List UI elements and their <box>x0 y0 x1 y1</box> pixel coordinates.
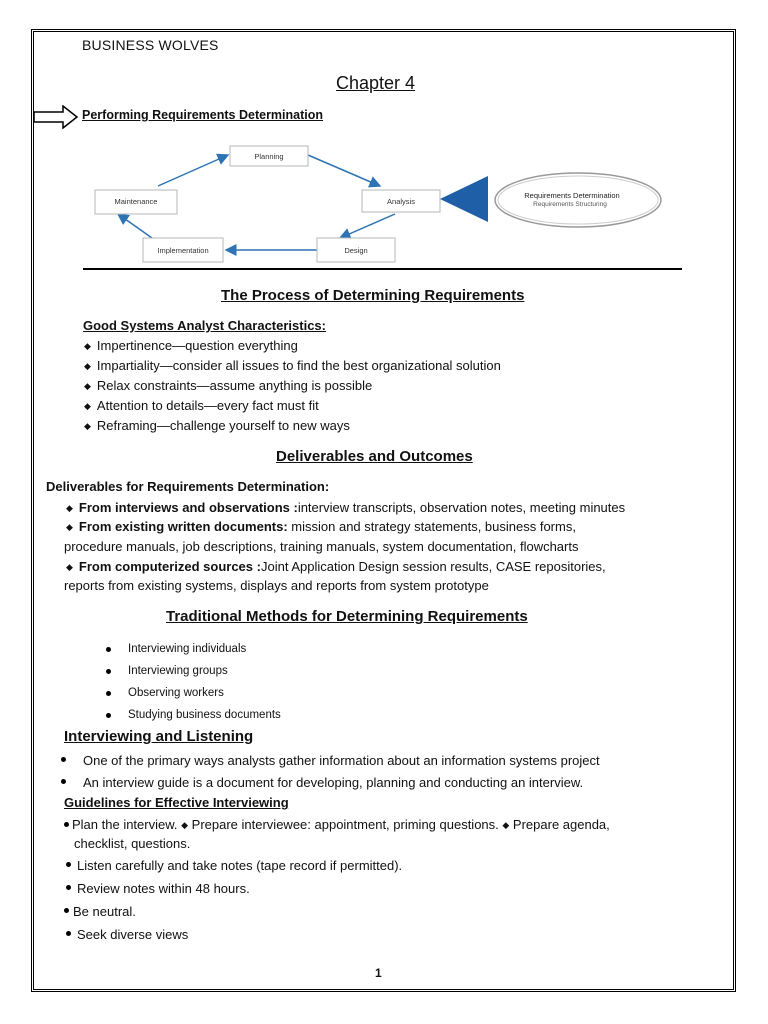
diamond-bullet-icon: ◆ <box>181 820 189 830</box>
method-item: Interviewing groups <box>128 665 228 677</box>
planning-label: Planning <box>254 152 284 161</box>
deliverables-intro: Deliverables for Requirements Determination: <box>46 479 330 494</box>
characteristic-item: ◆ Impertinence—question everything <box>84 338 298 353</box>
method-item: Interviewing individuals <box>128 643 247 655</box>
bullet-icon <box>106 669 111 674</box>
deliverable-item-documents-cont: procedure manuals, job descriptions, training manuals, system documentation, flowcharts <box>64 539 579 554</box>
callout-line1: Requirements Determination <box>524 191 620 200</box>
brand-name: BUSINESS WOLVES <box>82 37 219 53</box>
diamond-bullet-icon: ◆ <box>84 341 91 351</box>
divider-line <box>83 268 682 270</box>
bullet-icon <box>106 647 111 652</box>
diamond-bullet-icon: ◆ <box>84 381 91 391</box>
bullet-icon <box>106 713 111 718</box>
sdlc-diagram <box>90 140 680 268</box>
guideline-item: Be neutral. <box>73 904 136 919</box>
bullet-icon <box>64 908 69 913</box>
design-label: Design <box>344 246 368 255</box>
diamond-bullet-icon: ◆ <box>66 522 73 532</box>
bullet-icon <box>106 691 111 696</box>
bullet-icon <box>66 931 71 936</box>
characteristic-item: ◆ Reframing—challenge yourself to new ways <box>84 418 350 433</box>
deliverable-item-documents: ◆ From existing written documents: mission and strategy statements, business forms, <box>66 519 576 534</box>
implementation-label: Implementation <box>157 246 209 255</box>
process-heading: The Process of Determining Requirements <box>221 287 525 304</box>
right-arrow-icon <box>33 105 79 129</box>
guideline-item-plan: Plan the interview. ◆ Prepare interviewee: appointment, priming questions. ◆ Prepare agenda, <box>64 817 610 832</box>
chapter-title: Chapter 4 <box>336 73 416 93</box>
method-item: Observing workers <box>128 687 224 699</box>
characteristics-heading: Good Systems Analyst Characteristics: <box>83 318 326 333</box>
diamond-bullet-icon: ◆ <box>84 401 91 411</box>
interviewing-point: One of the primary ways analysts gather information about an information systems project <box>83 753 600 768</box>
bullet-icon <box>66 885 71 890</box>
deliverable-item-computerized-cont: reports from existing systems, displays and reports from system prototype <box>64 578 489 593</box>
guidelines-heading: Guidelines for Effective Interviewing <box>64 795 289 810</box>
guideline-item: Seek diverse views <box>77 927 189 942</box>
interviewing-heading: Interviewing and Listening <box>64 728 254 745</box>
section-title: Performing Requirements Determination <box>82 108 324 122</box>
page-number: 1 <box>375 966 382 980</box>
bullet-icon <box>66 862 71 867</box>
characteristic-item: ◆ Relax constraints—assume anything is possible <box>84 378 373 393</box>
guideline-item: Review notes within 48 hours. <box>77 881 250 896</box>
maintenance-label: Maintenance <box>114 197 158 206</box>
arrow-planning-analysis <box>308 155 380 186</box>
callout-ellipse <box>495 173 661 227</box>
guideline-item-plan-cont: checklist, questions. <box>74 836 191 851</box>
arrow-maintenance-planning <box>158 155 228 186</box>
method-item: Studying business documents <box>128 709 281 721</box>
guideline-item: Listen carefully and take notes (tape record if permitted). <box>77 858 403 873</box>
characteristic-item: ◆ Impartiality—consider all issues to find the best organizational solution <box>84 358 501 373</box>
deliverable-item-interviews: ◆ From interviews and observations :interview transcripts, observation notes, meeting minutes <box>66 500 626 515</box>
diamond-bullet-icon: ◆ <box>84 361 91 371</box>
interviewing-point: An interview guide is a document for developing, planning and conducting an interview. <box>83 775 584 790</box>
callout-wedge <box>440 176 488 222</box>
traditional-heading: Traditional Methods for Determining Requirements <box>166 608 528 625</box>
arrow-implementation-maintenance <box>118 214 152 238</box>
analysis-label: Analysis <box>387 197 415 206</box>
diamond-bullet-icon: ◆ <box>66 562 73 572</box>
deliverables-heading: Deliverables and Outcomes <box>276 448 473 465</box>
arrow-analysis-design <box>340 214 395 238</box>
callout-line2: Requirements Structuring <box>533 201 607 208</box>
diamond-bullet-icon: ◆ <box>84 421 91 431</box>
diamond-bullet-icon: ◆ <box>66 503 73 513</box>
deliverable-item-computerized: ◆ From computerized sources :Joint Application Design session results, CASE repositories, <box>66 559 606 574</box>
bullet-icon <box>61 779 66 784</box>
bullet-icon <box>64 822 69 827</box>
characteristic-item: ◆ Attention to details—every fact must fit <box>84 398 319 413</box>
bullet-icon <box>61 757 66 762</box>
diamond-bullet-icon: ◆ <box>502 820 510 830</box>
